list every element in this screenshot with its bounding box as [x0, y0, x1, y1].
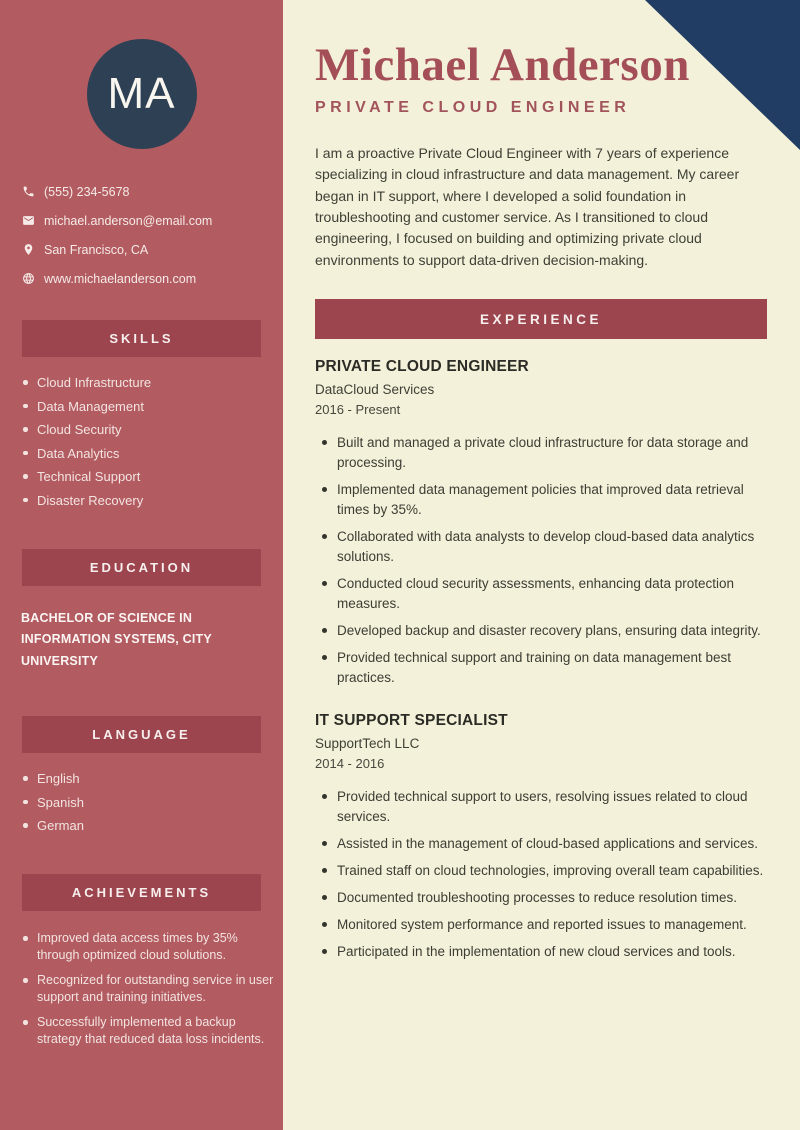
experience-section-banner [315, 299, 767, 339]
language-item: German [0, 819, 283, 832]
education-section-header [22, 549, 261, 586]
contact-website [0, 264, 283, 293]
person-name: Michael Anderson [315, 39, 690, 91]
job-company: SupportTech LLC [315, 735, 420, 751]
achievement-item: Recognized for outstanding service in user support and training initiatives. [0, 972, 283, 1005]
avatar-initials: MA [107, 69, 176, 118]
education-title: EDUCATION [89, 559, 194, 575]
skill-item: Cloud Infrastructure [0, 376, 283, 389]
email-address: michael.anderson@email.com [44, 213, 213, 228]
sidebar [0, 0, 283, 1130]
location-icon [22, 243, 35, 256]
skills-title: SKILLS [109, 331, 174, 346]
achievement-item: Successfully implemented a backup strategy that reduced data loss incidents. [0, 1014, 283, 1047]
job-bullet-list [315, 433, 767, 688]
language-section-header [22, 716, 261, 753]
phone-number: (555) 234-5678 [44, 184, 130, 199]
job-bullet: Provided technical support and training on data management best practices. [315, 648, 767, 688]
skill-item: Technical Support [0, 470, 283, 483]
skill-item: Data Analytics [0, 447, 283, 460]
achievements-section-header [22, 874, 261, 911]
job-title: PRIVATE CLOUD ENGINEER [315, 358, 529, 376]
job-title: IT SUPPORT SPECIALIST [315, 711, 508, 729]
job-bullet: Documented troubleshooting processes to reduce resolution times. [315, 888, 767, 908]
education-degree: BACHELOR OF SCIENCE IN INFORMATION SYSTEMS, CITY UNIVERSITY [21, 610, 212, 669]
skills-section-header [22, 320, 261, 357]
contact-email [0, 206, 283, 235]
skill-item: Cloud Security [0, 423, 283, 436]
email-icon [22, 214, 35, 227]
job-entry-1 [315, 358, 767, 688]
profile-summary: I am a proactive Private Cloud Engineer with 7 years of experience specializing in cloud infrastructure and data management. My career began in IT support, where I developed a solid foundation in troubleshooting and customer service. As I transitioned to cloud engineering, I focused on building and optimizing private cloud environments to support data-driven decision-making. [315, 144, 740, 268]
job-entry-2 [315, 712, 767, 962]
job-bullet: Built and managed a private cloud infrastructure for data storage and processing. [315, 433, 767, 473]
job-bullet: Trained staff on cloud technologies, improving overall team capabilities. [315, 861, 767, 881]
job-company: DataCloud Services [315, 382, 435, 398]
job-bullet: Participated in the implementation of new cloud services and tools. [315, 942, 767, 962]
skills-list [0, 376, 283, 507]
job-bullet: Implemented data management policies that improved data retrieval times by 35%. [315, 480, 767, 520]
skill-item: Data Management [0, 400, 283, 413]
job-dates: 2014 - 2016 [315, 755, 385, 771]
job-bullet-list [315, 787, 767, 962]
language-item: Spanish [0, 796, 283, 809]
contact-location [0, 235, 283, 264]
job-dates: 2016 - Present [315, 402, 401, 418]
job-bullet: Collaborated with data analysts to develop cloud-based data analytics solutions. [315, 527, 767, 567]
website-url: www.michaelanderson.com [44, 271, 197, 286]
achievements-title: ACHIEVEMENTS [71, 885, 212, 901]
skill-item: Disaster Recovery [0, 494, 283, 507]
job-bullet: Assisted in the management of cloud-based applications and services. [315, 834, 767, 854]
job-bullet: Provided technical support to users, resolving issues related to cloud services. [315, 787, 767, 827]
globe-icon [22, 272, 35, 285]
achievements-list [0, 930, 283, 1047]
language-item: English [0, 772, 283, 785]
experience-banner-label: EXPERIENCE [479, 311, 603, 327]
location-text: San Francisco, CA [44, 242, 149, 257]
language-list [0, 772, 283, 832]
main-column [283, 0, 800, 1130]
job-bullet: Conducted cloud security assessments, enhancing data protection measures. [315, 574, 767, 614]
achievement-item: Improved data access times by 35% through optimized cloud solutions. [0, 930, 283, 963]
person-job-title: PRIVATE CLOUD ENGINEER [315, 98, 631, 116]
contact-phone [0, 177, 283, 206]
language-title: LANGUAGE [92, 727, 191, 743]
avatar [87, 39, 197, 149]
job-bullet: Monitored system performance and reported issues to management. [315, 915, 767, 935]
job-bullet: Developed backup and disaster recovery plans, ensuring data integrity. [315, 621, 767, 641]
contact-list [0, 177, 283, 293]
phone-icon [22, 185, 35, 198]
